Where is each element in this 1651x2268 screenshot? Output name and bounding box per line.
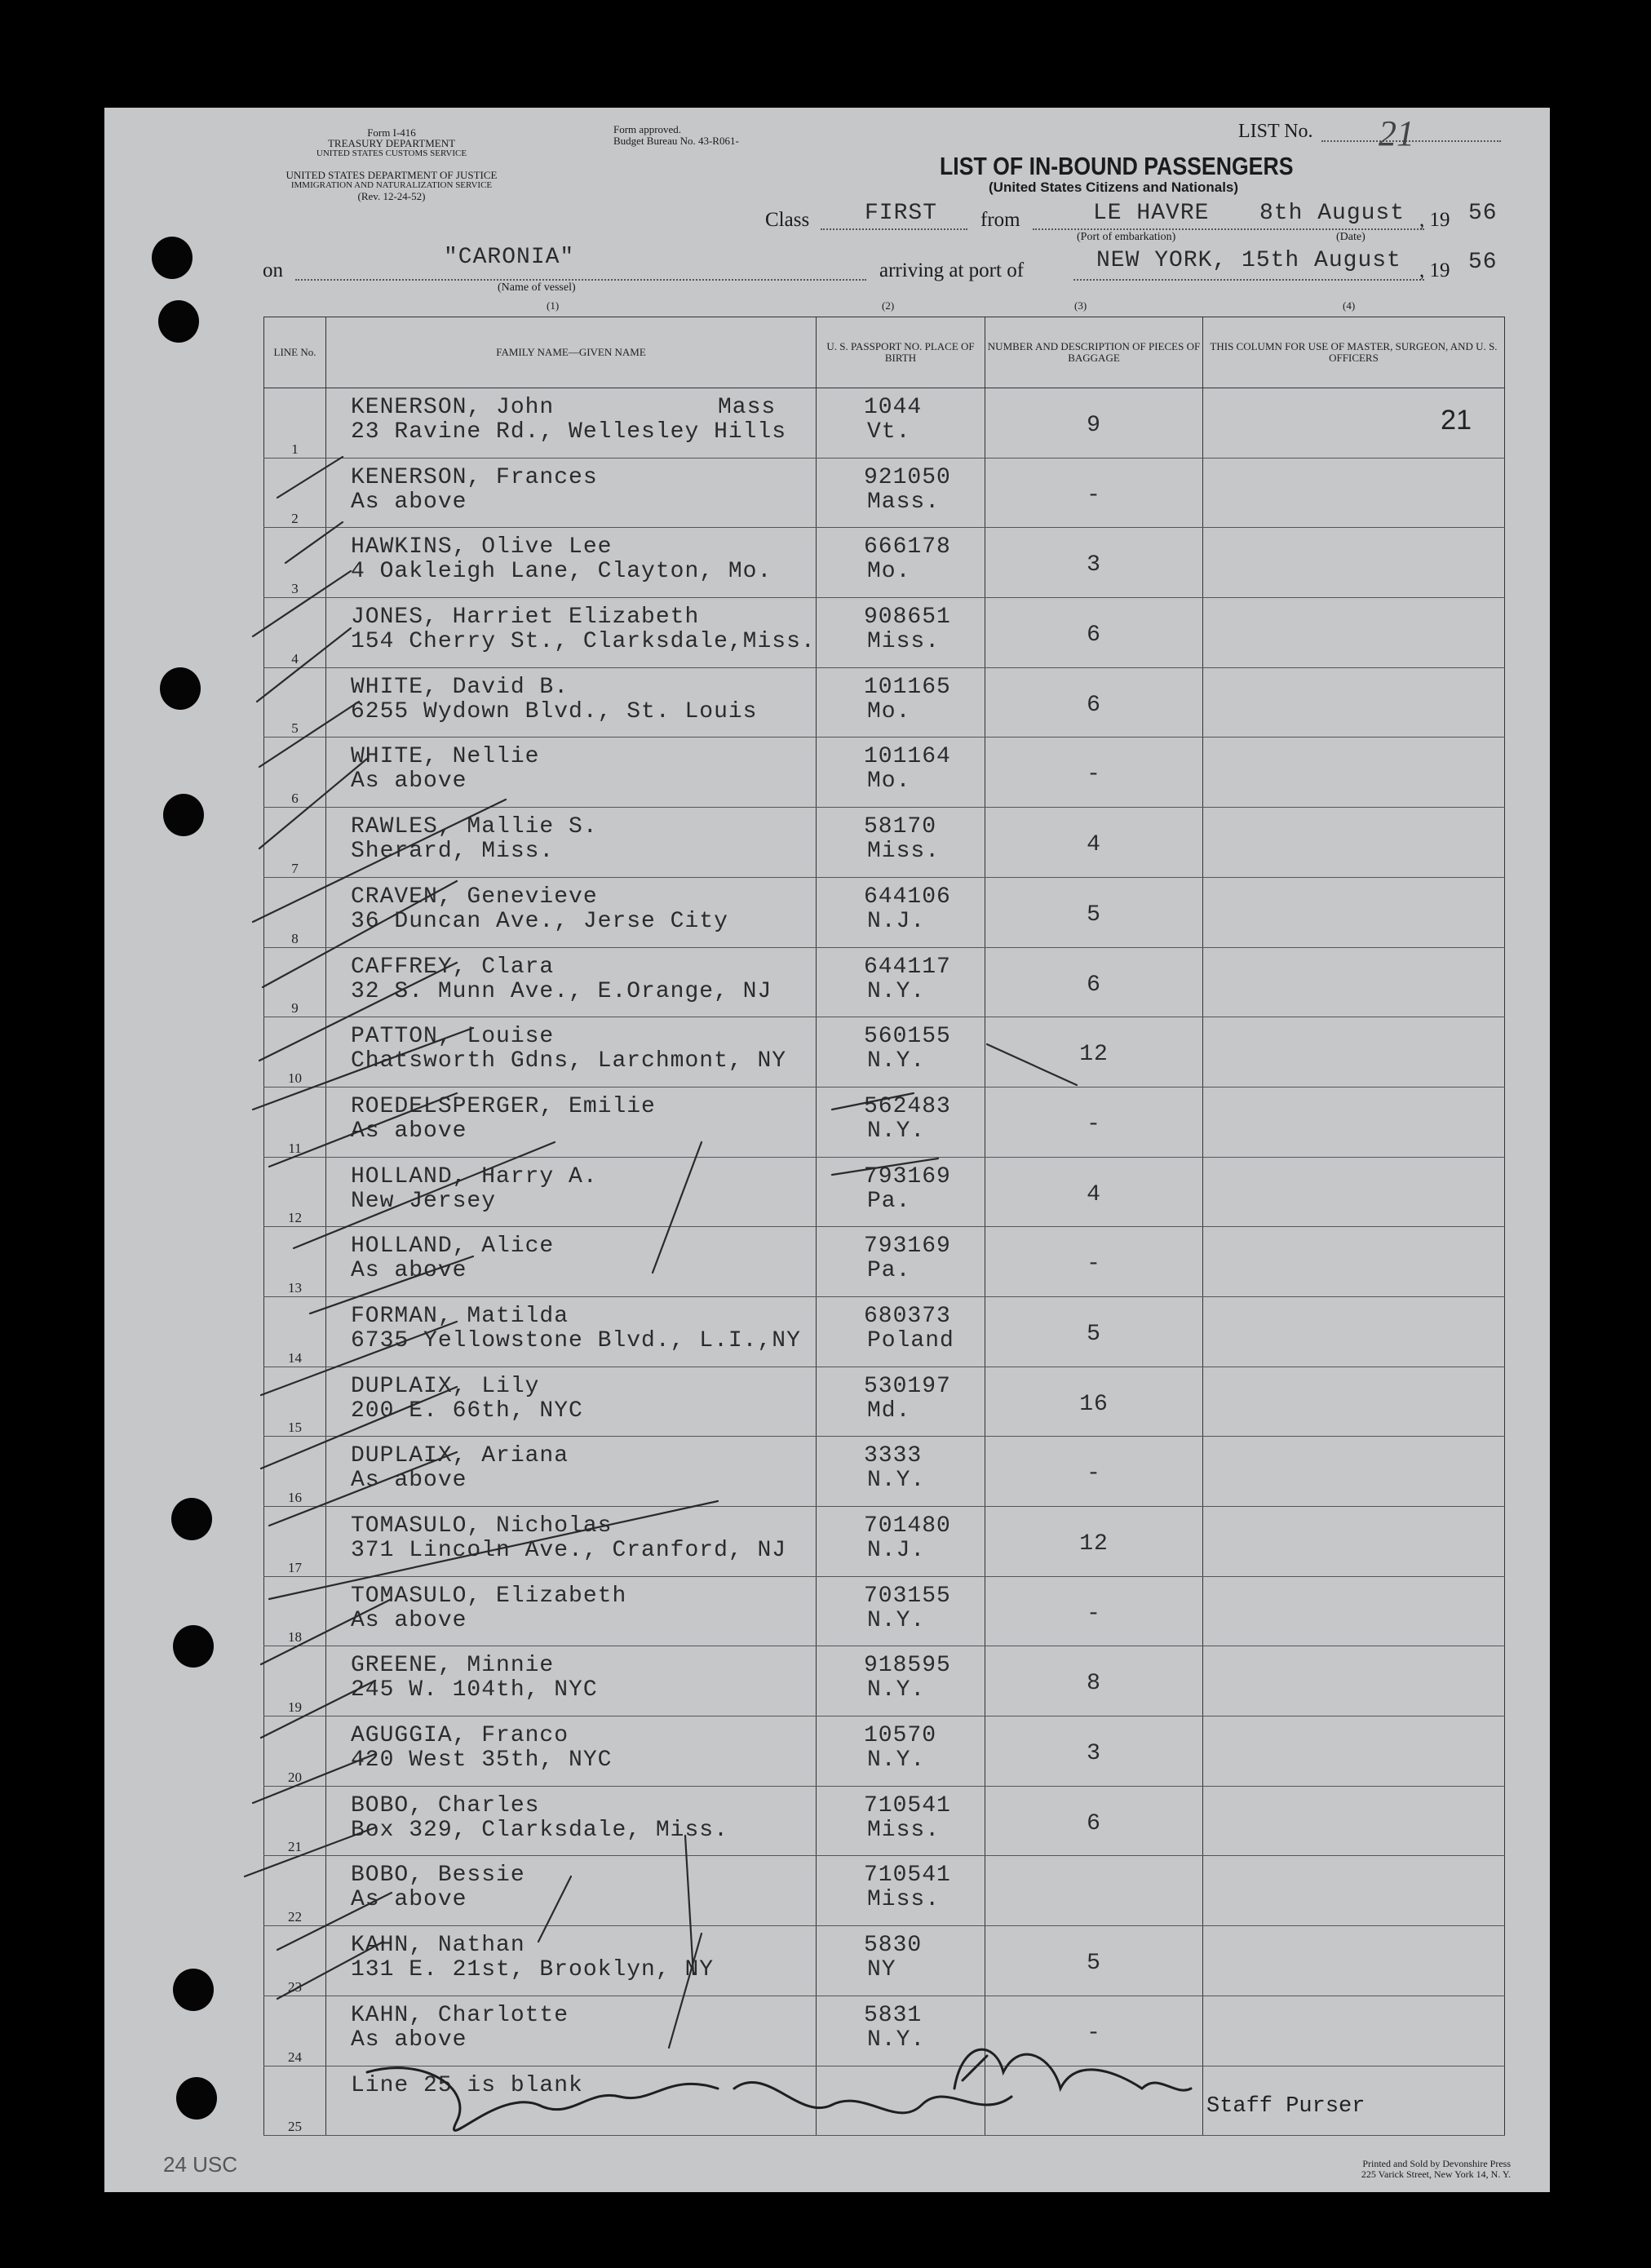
place-of-birth: Miss. <box>867 629 941 655</box>
baggage-count: 5 <box>1087 1321 1101 1347</box>
passport-number: 5831 <box>864 2002 923 2028</box>
passport-number: 710541 <box>864 1792 951 1818</box>
baggage-count: 4 <box>1087 832 1101 858</box>
line-number: 4 <box>264 598 326 668</box>
passenger-address: Box 329, Clarksdale, Miss. <box>351 1817 728 1843</box>
place-of-birth: Mo. <box>867 559 911 585</box>
place-of-birth: N.J. <box>867 908 926 934</box>
passport-number: 793169 <box>864 1163 951 1189</box>
vessel-name: "CARONIA" <box>444 245 575 270</box>
place-of-birth: Pa. <box>867 1258 911 1284</box>
baggage-count: 8 <box>1087 1671 1101 1697</box>
passenger-state-note: Mass <box>718 395 777 420</box>
passport-number: 562483 <box>864 1093 951 1119</box>
arrival-year: 56 <box>1468 250 1498 275</box>
baggage-count: - <box>1087 482 1101 508</box>
passenger-name: KENERSON, John <box>351 395 555 420</box>
passenger-address: As above <box>351 2027 467 2053</box>
passenger-address: New Jersey <box>351 1188 497 1214</box>
line-number: 21 <box>264 1786 326 1856</box>
place-of-birth: NY <box>867 1957 896 1983</box>
year-prefix-2: , 19 <box>1419 259 1450 281</box>
baggage-count: 12 <box>1079 1531 1109 1557</box>
printer-line-1: Printed and Sold by Devonshire Press <box>1362 2158 1511 2169</box>
passenger-address: As above <box>351 1258 467 1284</box>
passenger-address: As above <box>351 769 467 795</box>
passenger-name: TOMASULO, Nicholas <box>351 1513 613 1539</box>
passenger-address: 200 E. 66th, NYC <box>351 1398 583 1424</box>
passenger-address: 420 West 35th, NYC <box>351 1748 613 1774</box>
line-number: 19 <box>264 1646 326 1717</box>
passport-number: 10570 <box>864 1723 937 1749</box>
passport-number: 918595 <box>864 1653 951 1679</box>
passport-number: 5830 <box>864 1933 923 1959</box>
passenger-address: 6255 Wydown Blvd., St. Louis <box>351 698 758 724</box>
revision-date: (Rev. 12-24-52) <box>357 190 426 202</box>
place-of-birth: N.Y. <box>867 1677 926 1703</box>
customs-service: UNITED STATES CUSTOMS SERVICE <box>316 148 467 158</box>
budget-bureau: Budget Bureau No. 43-R061- <box>613 135 739 147</box>
baggage-count: - <box>1087 1601 1101 1627</box>
passenger-name: JONES, Harriet Elizabeth <box>351 605 700 631</box>
passenger-name: HOLLAND, Alice <box>351 1234 555 1260</box>
baggage-count: - <box>1087 1251 1101 1278</box>
line-number: 16 <box>264 1437 326 1507</box>
passport-number: 3333 <box>864 1443 923 1469</box>
from-label: from <box>980 209 1020 231</box>
col-header-line: LINE No. <box>264 317 326 388</box>
place-of-birth: Miss. <box>867 839 941 865</box>
passenger-name: DUPLAIX, Lily <box>351 1373 540 1399</box>
line-number: 25 <box>264 2066 326 2136</box>
passenger-address: As above <box>351 489 467 515</box>
col-num-4: (4) <box>1343 299 1356 312</box>
baggage-count: - <box>1087 762 1101 788</box>
passenger-address: 23 Ravine Rd., Wellesley Hills <box>351 419 787 445</box>
passenger-name: KAHN, Nathan <box>351 1933 525 1959</box>
baggage-count: 12 <box>1079 1042 1109 1068</box>
place-of-birth: Miss. <box>867 1817 941 1843</box>
baggage-count: - <box>1087 2020 1101 2046</box>
passenger-name: CRAVEN, Genevieve <box>351 884 598 910</box>
line-number: 20 <box>264 1717 326 1787</box>
printer-line-2: 225 Varick Street, New York 14, N. Y. <box>1361 2168 1511 2180</box>
arriving-label: arriving at port of <box>879 259 1025 281</box>
embark-date: 8th August <box>1259 201 1405 226</box>
passenger-name: DUPLAIX, Ariana <box>351 1443 569 1469</box>
baggage-count: 6 <box>1087 972 1101 998</box>
place-of-birth: Pa. <box>867 1188 911 1214</box>
col-header-baggage: NUMBER AND DESCRIPTION OF PIECES OF BAGGAGE <box>985 317 1203 388</box>
port-embark-caption: (Port of embarkation) <box>1077 231 1176 243</box>
passport-number: 530197 <box>864 1373 951 1399</box>
list-no-value: 21 <box>1379 113 1414 153</box>
line-number: 14 <box>264 1296 326 1367</box>
passenger-name: RAWLES, Mallie S. <box>351 814 598 840</box>
passport-number: 921050 <box>864 464 951 490</box>
line-number: 11 <box>264 1087 326 1157</box>
place-of-birth: N.Y. <box>867 978 926 1004</box>
embark-year: 56 <box>1468 201 1498 226</box>
passport-number: 701480 <box>864 1513 951 1539</box>
passenger-name: PATTON, Louise <box>351 1024 555 1050</box>
line-number: 5 <box>264 667 326 738</box>
passenger-name: TOMASULO, Elizabeth <box>351 1583 627 1609</box>
passport-number: 666178 <box>864 534 951 560</box>
list-no-label: LIST No. <box>1238 121 1313 142</box>
form-approved: Form approved. <box>613 123 682 135</box>
date-caption: (Date) <box>1336 231 1366 243</box>
passport-number: 58170 <box>864 814 937 840</box>
passport-number: 793169 <box>864 1234 951 1260</box>
baggage-count: 6 <box>1087 622 1101 649</box>
ins-service: IMMIGRATION AND NATURALIZATION SERVICE <box>290 180 493 190</box>
passenger-name: Line 25 is blank <box>351 2072 583 2098</box>
baggage-count: 16 <box>1079 1391 1109 1417</box>
place-of-birth: Mass. <box>867 489 941 515</box>
place-of-birth: N.Y. <box>867 1607 926 1633</box>
col-num-1: (1) <box>547 299 560 312</box>
line-number: 12 <box>264 1157 326 1227</box>
col-header-officers: THIS COLUMN FOR USE OF MASTER, SURGEON, AND U. S. OFFICERS <box>1203 317 1505 388</box>
passenger-name: HAWKINS, Olive Lee <box>351 534 613 560</box>
line-number: 2 <box>264 458 326 528</box>
page-subtitle: (United States Citizens and Nationals) <box>989 179 1239 195</box>
left-stamp: 24 USC <box>163 2152 238 2177</box>
passenger-address: As above <box>351 1118 467 1144</box>
passenger-address: 6735 Yellowstone Blvd., L.I.,NY <box>351 1327 801 1353</box>
baggage-count: 9 <box>1087 413 1101 438</box>
baggage-count: 3 <box>1087 552 1101 578</box>
place-of-birth: Mo. <box>867 698 911 724</box>
passport-number: 908651 <box>864 605 951 631</box>
line-number: 23 <box>264 1926 326 1996</box>
col-num-2: (2) <box>882 299 895 312</box>
line-number: 13 <box>264 1227 326 1297</box>
col-header-passport: U. S. PASSPORT NO. PLACE OF BIRTH <box>817 317 985 388</box>
class-label: Class <box>765 209 810 231</box>
passenger-address: As above <box>351 1468 467 1494</box>
passenger-address: 4 Oakleigh Lane, Clayton, Mo. <box>351 559 772 585</box>
passenger-name: KENERSON, Frances <box>351 464 598 490</box>
passport-number: 560155 <box>864 1024 951 1050</box>
passenger-name: WHITE, David B. <box>351 674 569 700</box>
on-label: on <box>263 259 283 281</box>
embark-port: LE HAVRE <box>1093 201 1210 226</box>
vessel-caption: (Name of vessel) <box>498 281 576 294</box>
baggage-count: 3 <box>1087 1741 1101 1767</box>
passenger-address: 131 E. 21st, Brooklyn, NY <box>351 1957 715 1983</box>
place-of-birth: Miss. <box>867 1887 941 1913</box>
line-number: 1 <box>264 388 326 458</box>
passport-number: 680373 <box>864 1303 951 1329</box>
baggage-count: - <box>1087 1461 1101 1487</box>
place-of-birth: Mo. <box>867 769 911 795</box>
place-of-birth: N.Y. <box>867 2027 926 2053</box>
passenger-name: HOLLAND, Harry A. <box>351 1163 598 1189</box>
line-number: 6 <box>264 738 326 808</box>
passenger-name: CAFFREY, Clara <box>351 954 555 980</box>
passenger-address: 154 Cherry St., Clarksdale,Miss. <box>351 629 816 655</box>
passenger-address: As above <box>351 1607 467 1633</box>
place-of-birth: N.Y. <box>867 1748 926 1774</box>
line-number: 18 <box>264 1576 326 1646</box>
line-number: 10 <box>264 1017 326 1087</box>
line-number: 7 <box>264 808 326 878</box>
col-num-3: (3) <box>1074 299 1087 312</box>
baggage-count: 6 <box>1087 1810 1101 1836</box>
passenger-name: FORMAN, Matilda <box>351 1303 569 1329</box>
baggage-count: - <box>1087 1111 1101 1137</box>
line-number: 8 <box>264 877 326 947</box>
officer-note: 21 <box>1441 405 1472 436</box>
passenger-address: Sherard, Miss. <box>351 839 555 865</box>
place-of-birth: Vt. <box>867 419 911 445</box>
passenger-address: Chatsworth Gdns, Larchmont, NY <box>351 1048 787 1074</box>
passenger-address: 245 W. 104th, NYC <box>351 1677 598 1703</box>
passenger-name: AGUGGIA, Franco <box>351 1723 569 1749</box>
class-value: FIRST <box>865 201 938 226</box>
treasury-dept: TREASURY DEPARTMENT <box>327 137 456 149</box>
year-prefix: , 19 <box>1419 209 1450 231</box>
line-number: 24 <box>264 1996 326 2066</box>
passenger-name: KAHN, Charlotte <box>351 2002 569 2028</box>
baggage-count: 6 <box>1087 692 1101 718</box>
passenger-address: As above <box>351 1887 467 1913</box>
passport-number: 101165 <box>864 674 951 700</box>
line-number: 9 <box>264 947 326 1017</box>
line-number: 3 <box>264 528 326 598</box>
passenger-name: GREENE, Minnie <box>351 1653 555 1679</box>
justice-dept: UNITED STATES DEPARTMENT OF JUSTICE <box>285 169 498 181</box>
passenger-name: BOBO, Charles <box>351 1792 540 1818</box>
arrival-port-date: NEW YORK, 15th August <box>1096 248 1401 273</box>
place-of-birth: Poland <box>867 1327 954 1353</box>
passport-number: 710541 <box>864 1863 951 1889</box>
line-number: 22 <box>264 1856 326 1926</box>
place-of-birth: N.Y. <box>867 1048 926 1074</box>
page-title: LIST OF IN-BOUND PASSENGERS <box>940 152 1294 180</box>
baggage-count: 4 <box>1087 1181 1101 1207</box>
baggage-count: 5 <box>1087 1951 1101 1977</box>
place-of-birth: N.Y. <box>867 1468 926 1494</box>
place-of-birth: N.Y. <box>867 1118 926 1144</box>
passenger-name: WHITE, Nellie <box>351 744 540 770</box>
passport-number: 703155 <box>864 1583 951 1609</box>
officer-note: Staff Purser <box>1206 2093 1366 2119</box>
passport-number: 101164 <box>864 744 951 770</box>
place-of-birth: Md. <box>867 1398 911 1424</box>
form-number: Form I-416 <box>367 126 416 139</box>
line-number: 17 <box>264 1507 326 1577</box>
passport-number: 1044 <box>864 395 923 420</box>
passenger-name: ROEDELSPERGER, Emilie <box>351 1093 656 1119</box>
passenger-address: 371 Lincoln Ave., Cranford, NJ <box>351 1538 787 1563</box>
passport-number: 644117 <box>864 954 951 980</box>
col-header-name: FAMILY NAME—GIVEN NAME <box>326 317 817 388</box>
baggage-count: 5 <box>1087 901 1101 928</box>
line-number: 15 <box>264 1367 326 1437</box>
passenger-name: BOBO, Bessie <box>351 1863 525 1889</box>
passenger-address: 32 S. Munn Ave., E.Orange, NJ <box>351 978 772 1004</box>
passenger-address: 36 Duncan Ave., Jerse City <box>351 908 728 934</box>
passport-number: 644106 <box>864 884 951 910</box>
place-of-birth: N.J. <box>867 1538 926 1563</box>
